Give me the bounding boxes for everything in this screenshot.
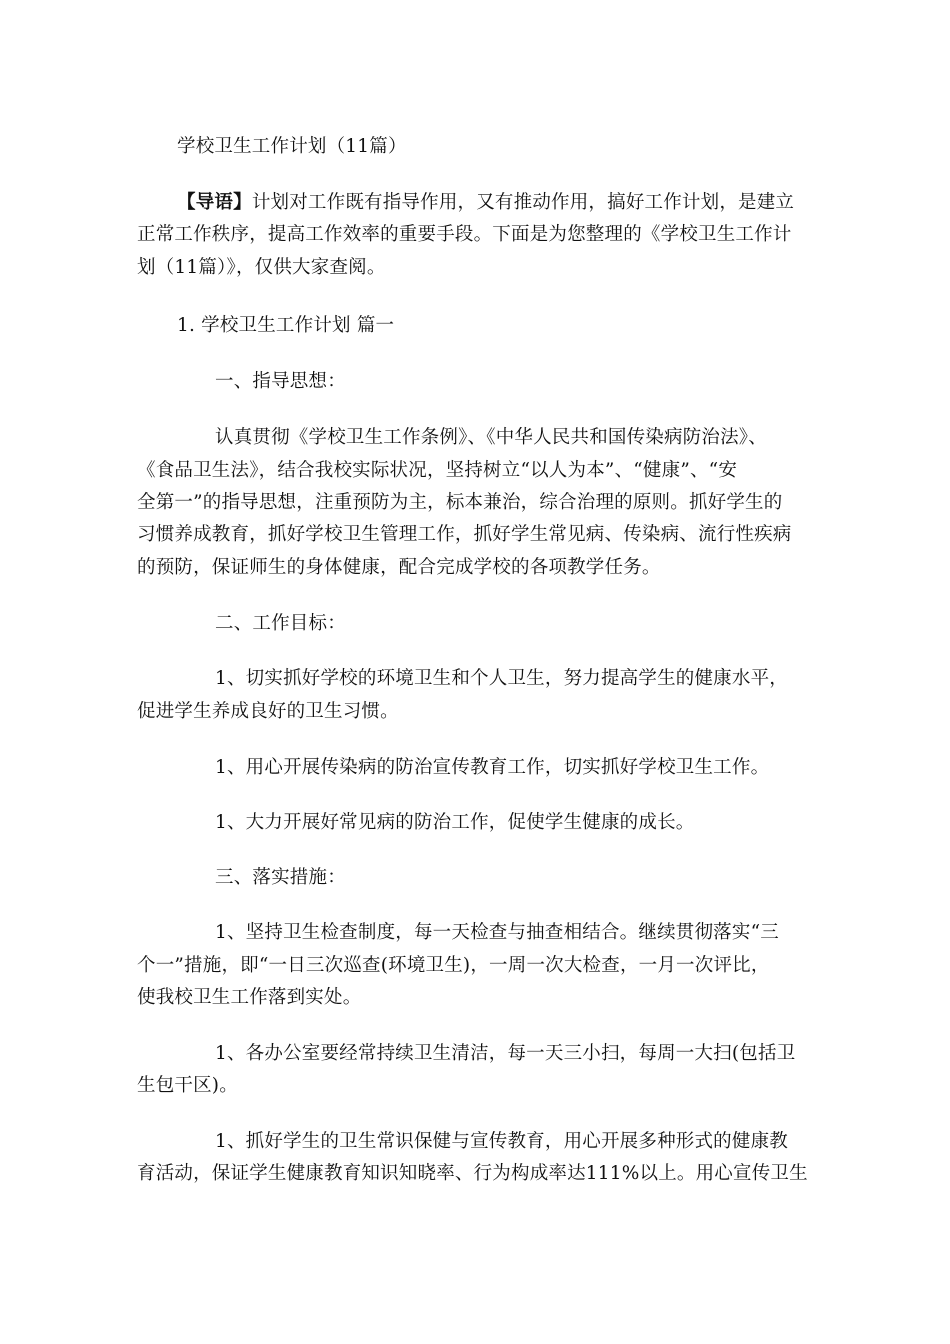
part2-item1-line: 促进学生养成良好的卫生习惯。 bbox=[137, 701, 399, 722]
part2-item2: 1、用心开展传染病的防治宣传教育工作，切实抓好学校卫生工作。 bbox=[215, 757, 770, 778]
part1-para-line: 习惯养成教育，抓好学校卫生管理工作，抓好学生常见病、传染病、流行性疾病 bbox=[137, 524, 792, 545]
part3-item2-line: 生包干区)。 bbox=[137, 1075, 238, 1096]
document-title: 学校卫生工作计划（11篇） bbox=[177, 136, 407, 157]
part3-item2-line: 1、各办公室要经常持续卫生清洁，每一天三小扫，每周一大扫(包括卫 bbox=[215, 1043, 796, 1064]
part1-heading: 一、指导思想： bbox=[215, 371, 346, 392]
part2-item1-line: 1、切实抓好学校的环境卫生和个人卫生，努力提高学生的健康水平， bbox=[215, 668, 788, 689]
part3-item1-line: 个一”措施，即“一日三次巡查(环境卫生)，一周一次大检查，一月一次评比， bbox=[137, 955, 770, 976]
intro-line-1 bbox=[177, 191, 794, 215]
part3-item1-line: 使我校卫生工作落到实处。 bbox=[137, 987, 362, 1008]
part1-para-line: 《食品卫生法》，结合我校实际状况，坚持树立“以人为本”、“健康”、“安 bbox=[137, 460, 738, 481]
part1-para-line: 认真贯彻《学校卫生工作条例》、《中华人民共和国传染病防治法》、 bbox=[215, 427, 767, 448]
part3-item3-line: 1、抓好学生的卫生常识保健与宣传教育，用心开展多种形式的健康教 bbox=[215, 1131, 788, 1152]
intro-text-1: 计划对工作既有指导作用，又有推动作用，搞好工作计划，是建立 bbox=[251, 192, 795, 213]
intro-label: 【导语】 bbox=[177, 192, 252, 213]
part3-heading: 三、落实措施： bbox=[215, 867, 346, 888]
part3-item3-line: 育活动，保证学生健康教育知识知晓率、行为构成率达111%以上。用心宣传卫生 bbox=[137, 1163, 808, 1184]
part2-item3: 1、大力开展好常见病的防治工作，促使学生健康的成长。 bbox=[215, 812, 695, 833]
part3-item1-line: 1、坚持卫生检查制度，每一天检查与抽查相结合。继续贯彻落实“三 bbox=[215, 922, 779, 943]
intro-line-2: 正常工作秩序，提高工作效率的重要手段。下面是为您整理的《学校卫生工作计 bbox=[137, 224, 792, 245]
part2-heading: 二、工作目标： bbox=[215, 613, 346, 634]
part1-para-line: 全第一”的指导思想，注重预防为主，标本兼治，综合治理的原则。抓好学生的 bbox=[137, 492, 783, 513]
section-heading: 1. 学校卫生工作计划 篇一 bbox=[177, 315, 395, 336]
part1-para-line: 的预防，保证师生的身体健康，配合完成学校的各项教学任务。 bbox=[137, 557, 661, 578]
intro-line-3: 划（11篇）》，仅供大家查阅。 bbox=[137, 257, 386, 278]
